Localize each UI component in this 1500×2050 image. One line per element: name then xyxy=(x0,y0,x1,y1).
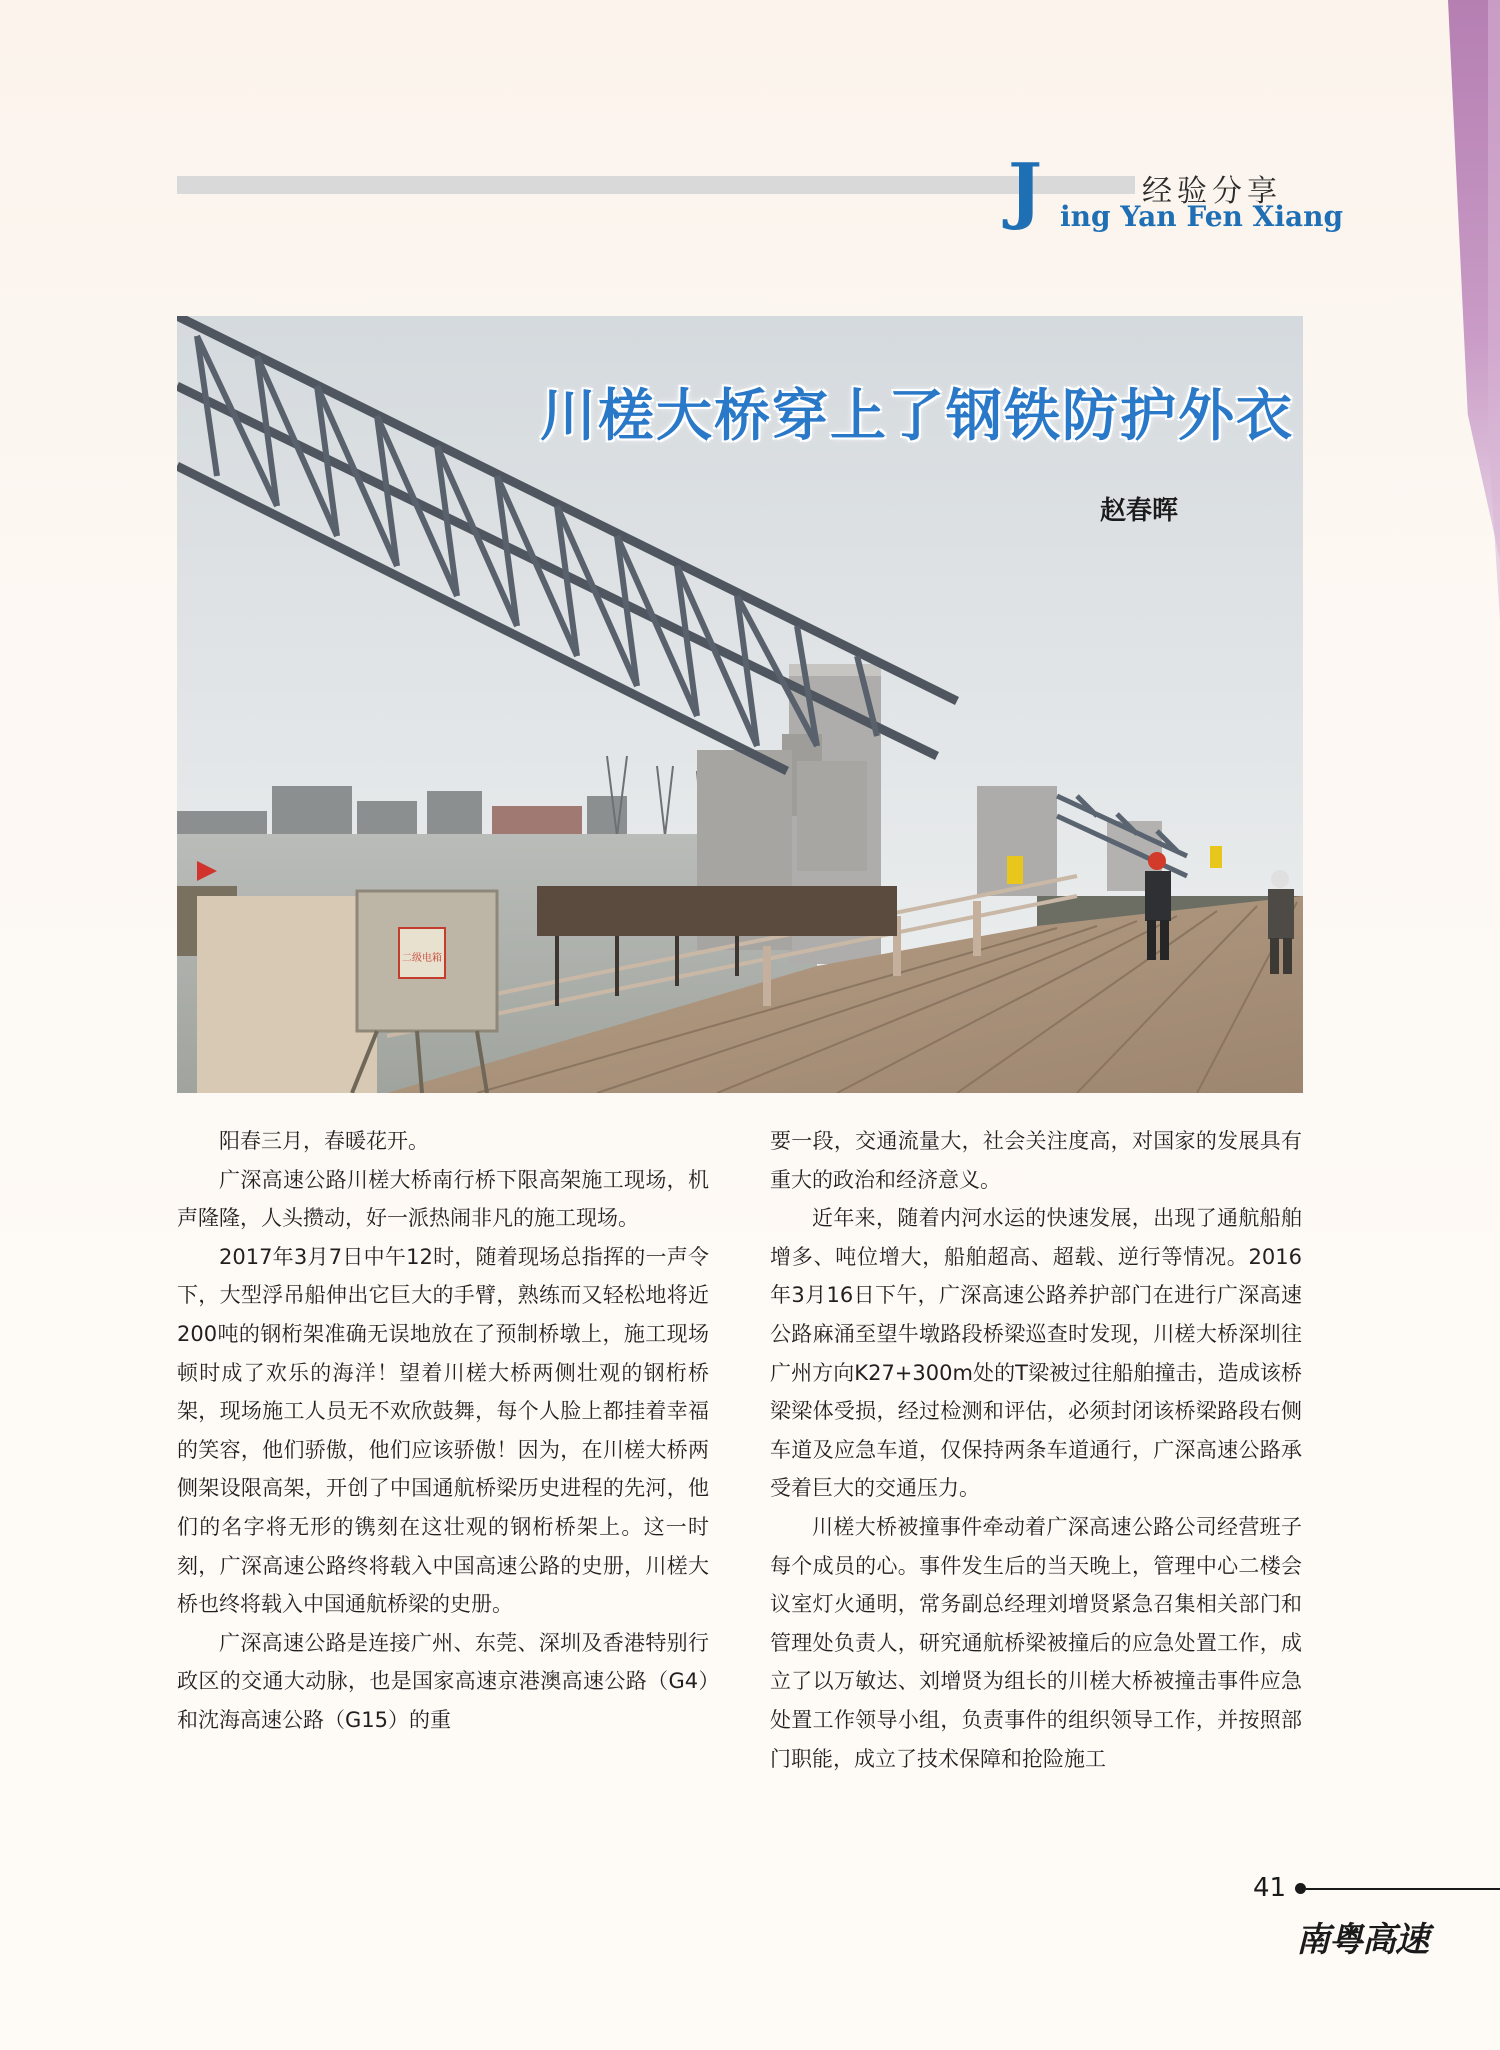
magazine-logo: 南粤高速 xyxy=(1296,1920,1428,1960)
paragraph: 川槎大桥被撞事件牵动着广深高速公路公司经营班子每个成员的心。事件发生后的当天晚上，管理中心二楼会议室灯火通明，常务副总经理刘增贤紧急召集相关部门和管理处负责人，研究通航桥梁被撞后的应急处置工作，成立了以万敏达、刘增贤为组长的川槎大桥被撞击事件应急处置工作领导小组，负责事件的组织领导工作，并按照部门职能，成立了技术保障和抢险施工 xyxy=(770,1514,1302,1771)
photo-sign-text: 二级电箱 xyxy=(402,953,442,964)
section-title-en: ing Yan Fen Xiang xyxy=(1060,200,1344,233)
body-column-right xyxy=(770,1122,1302,1778)
paragraph: 2017年3月7日中午12时，随着现场总指挥的一声令下，大型浮吊船伸出它巨大的手臂，熟练而又轻松地将近200吨的钢桁架准确无误地放在了预制桥墩上，施工现场顿时成了欢乐的海洋！望着川槎大桥两侧壮观的钢桁桥架，现场施工人员无不欢欣鼓舞，每个人脸上都挂着幸福的笑容，他们骄傲，他们应该骄傲！因为，在川槎大桥两侧架设限高架，开创了中国通航桥梁历史进程的先河，他们的名字将无形的镌刻在这壮观的钢桁桥架上。这一时刻，广深高速公路终将载入中国高速公路的史册，川槎大桥也终将载入中国通航桥梁的史册。 xyxy=(177,1244,709,1617)
section-title-cn: 经验分享 xyxy=(1142,174,1282,209)
paragraph: 广深高速公路川槎大桥南行桥下限高架施工现场，机声隆隆，人头攒动，好一派热闹非凡的施工现场。 xyxy=(177,1167,709,1231)
page-number: 41 xyxy=(1253,1873,1287,1903)
footer-dot xyxy=(1295,1883,1306,1894)
paragraph: 阳春三月，春暖花开。 xyxy=(219,1129,429,1153)
paragraph-continued: 要一段，交通流量大，社会关注度高，对国家的发展具有重大的政治和经济意义。 xyxy=(770,1129,1302,1192)
article-author: 赵春晖 xyxy=(1100,496,1179,526)
section-initial: J xyxy=(1008,147,1043,232)
article-title: 川槎大桥穿上了钢铁防护外衣 xyxy=(540,384,1294,449)
footer-line xyxy=(1306,1888,1500,1890)
body-column-left xyxy=(177,1122,709,1740)
paragraph: 近年来，随着内河水运的快速发展，出现了通航船舶增多、吨位增大，船舶超高、超载、逆行等情况。2016年3月16日下午，广深高速公路养护部门在进行广深高速公路麻涌至望牛墩路段桥梁巡查时发现，川槎大桥深圳往广州方向K27+300m处的T梁被过往船舶撞击，造成该桥梁梁体受损，经过检测和评估，必须封闭该桥梁路段右侧车道及应急车道，仅保持两条车道通行，广深高速公路承受着巨大的交通压力。 xyxy=(770,1206,1302,1501)
paragraph: 广深高速公路是连接广州、东莞、深圳及香港特别行政区的交通大动脉，也是国家高速京港澳高速公路（G4）和沈海高速公路（G15）的重 xyxy=(177,1630,709,1732)
header-bar xyxy=(177,176,1135,194)
